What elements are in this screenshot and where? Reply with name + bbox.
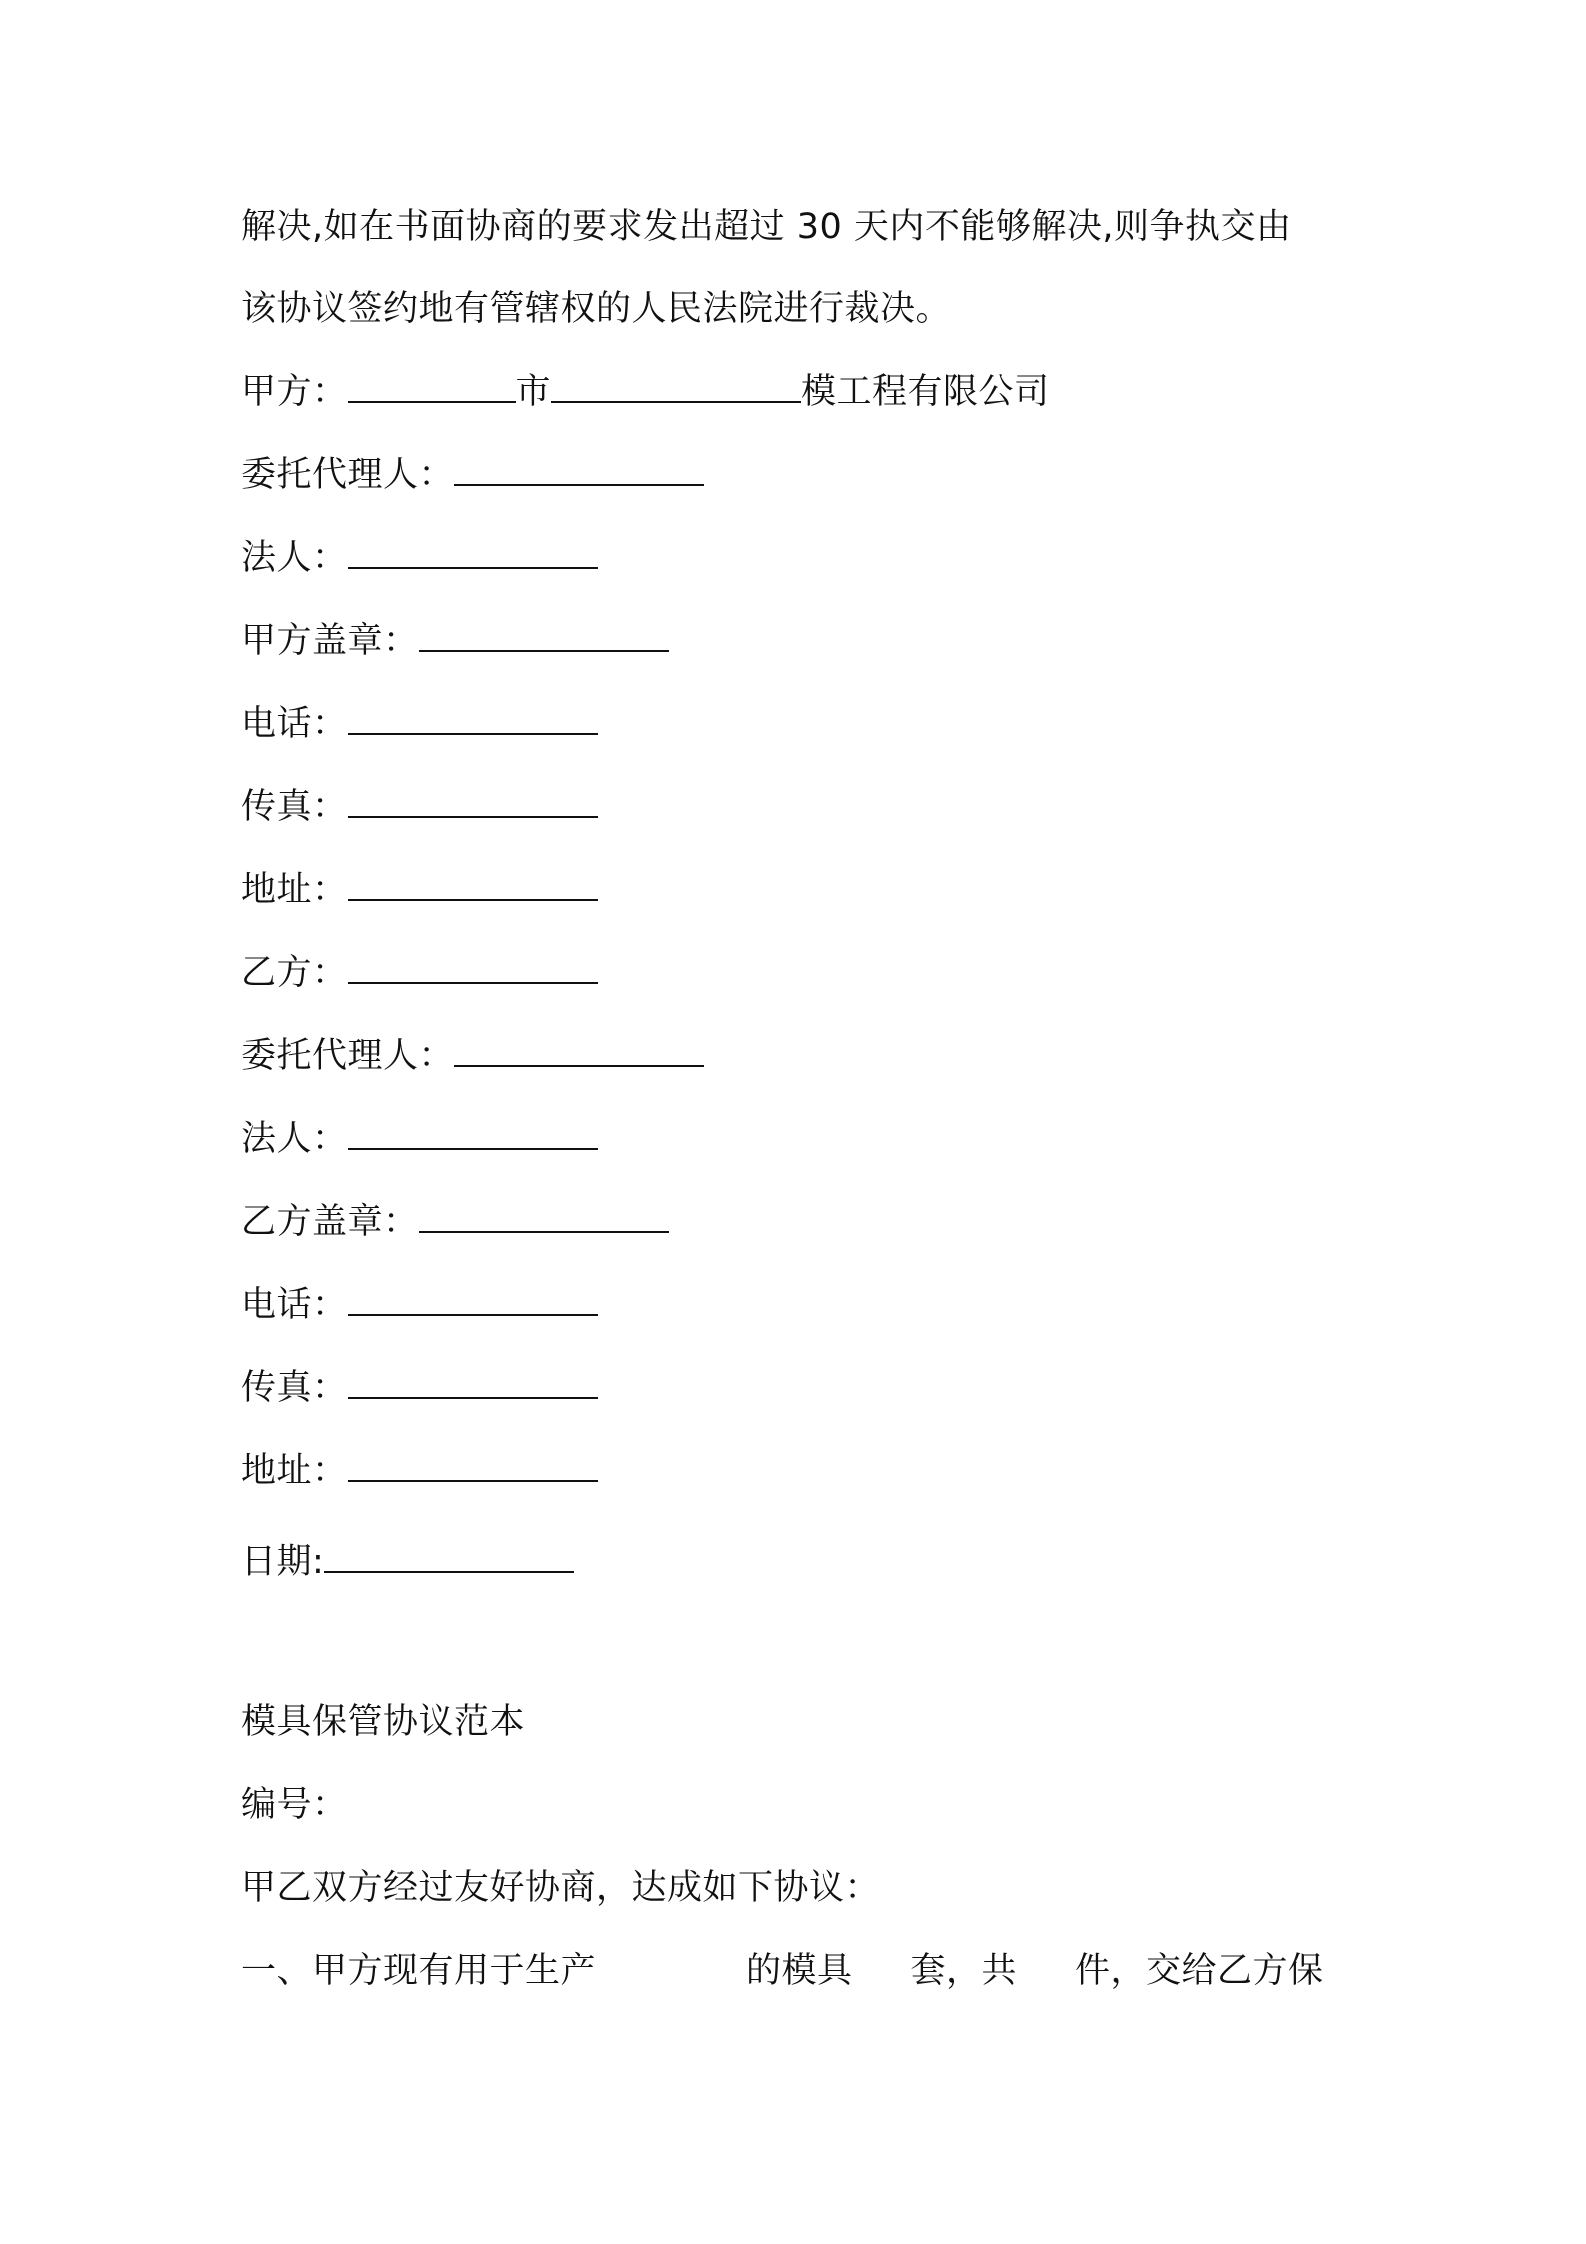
party-a-agent-label: 委托代理人：	[241, 455, 455, 495]
date-line	[241, 1540, 574, 1584]
party-a-line	[241, 370, 1050, 414]
party-a-agent-line	[241, 453, 704, 497]
party-a-city-suffix: 市	[515, 372, 552, 412]
party-a-company-suffix: 模工程有限公司	[801, 372, 1050, 412]
party-a-city-blank[interactable]	[348, 371, 516, 403]
party-a-legal-line	[241, 536, 598, 580]
party-b-seal-label: 乙方盖章：	[241, 1202, 419, 1242]
party-b-address-blank[interactable]	[348, 1450, 598, 1482]
clause-1-line	[241, 1949, 1324, 1993]
party-b-line	[241, 951, 598, 995]
party-b-fax-blank[interactable]	[348, 1367, 598, 1399]
party-a-address-line	[241, 868, 598, 912]
clause-1-part-2: 的模具	[746, 1951, 853, 1991]
party-a-address-label: 地址：	[241, 870, 348, 910]
party-b-legal-label: 法人：	[241, 1119, 348, 1159]
party-a-fax-label: 传真：	[241, 787, 348, 827]
party-b-phone-line	[241, 1283, 598, 1327]
party-b-blank[interactable]	[348, 952, 598, 984]
party-b-address-label: 地址：	[241, 1451, 348, 1491]
date-label: 日期:	[241, 1542, 325, 1582]
party-a-fax-blank[interactable]	[348, 786, 598, 818]
clause-1-part-3: 套，共	[910, 1951, 1018, 1991]
party-a-phone-label: 电话：	[241, 704, 348, 744]
party-a-phone-blank[interactable]	[348, 703, 598, 735]
party-a-phone-line	[241, 702, 598, 746]
party-b-phone-blank[interactable]	[348, 1284, 598, 1316]
clause-1-part-1: 一、甲方现有用于生产	[241, 1951, 597, 1991]
clause-1-part-4: 件，交给乙方保	[1075, 1951, 1324, 1991]
party-b-agent-line	[241, 1034, 704, 1078]
party-a-label: 甲方：	[241, 372, 348, 412]
party-a-seal-line	[241, 619, 669, 663]
party-a-fax-line	[241, 785, 598, 829]
party-b-agent-blank[interactable]	[454, 1035, 704, 1067]
contract-end-line-2: 该协议签约地有管辖权的人民法院进行裁决。	[241, 289, 952, 329]
party-a-agent-blank[interactable]	[454, 454, 704, 486]
party-b-fax-line	[241, 1366, 598, 1410]
second-contract-intro: 甲乙双方经过友好协商，达成如下协议：	[241, 1868, 881, 1908]
party-a-address-blank[interactable]	[348, 869, 598, 901]
party-b-agent-label: 委托代理人：	[241, 1036, 455, 1076]
party-b-fax-label: 传真：	[241, 1368, 348, 1408]
party-a-legal-label: 法人：	[241, 538, 348, 578]
party-a-seal-blank[interactable]	[419, 620, 669, 652]
second-contract-number: 编号：	[241, 1785, 348, 1825]
contract-end-line-1: 解决,如在书面协商的要求发出超过 30 天内不能够解决,则争执交由	[241, 207, 1292, 247]
party-a-legal-blank[interactable]	[348, 537, 598, 569]
party-b-seal-blank[interactable]	[419, 1201, 669, 1233]
second-contract-title: 模具保管协议范本	[241, 1702, 526, 1742]
party-b-legal-line	[241, 1117, 598, 1161]
party-a-company-blank[interactable]	[551, 371, 801, 403]
party-a-seal-label: 甲方盖章：	[241, 621, 419, 661]
party-b-phone-label: 电话：	[241, 1285, 348, 1325]
party-b-address-line	[241, 1449, 598, 1493]
party-b-label: 乙方：	[241, 953, 348, 993]
date-blank[interactable]	[324, 1541, 574, 1573]
party-b-seal-line	[241, 1200, 669, 1244]
party-b-legal-blank[interactable]	[348, 1118, 598, 1150]
